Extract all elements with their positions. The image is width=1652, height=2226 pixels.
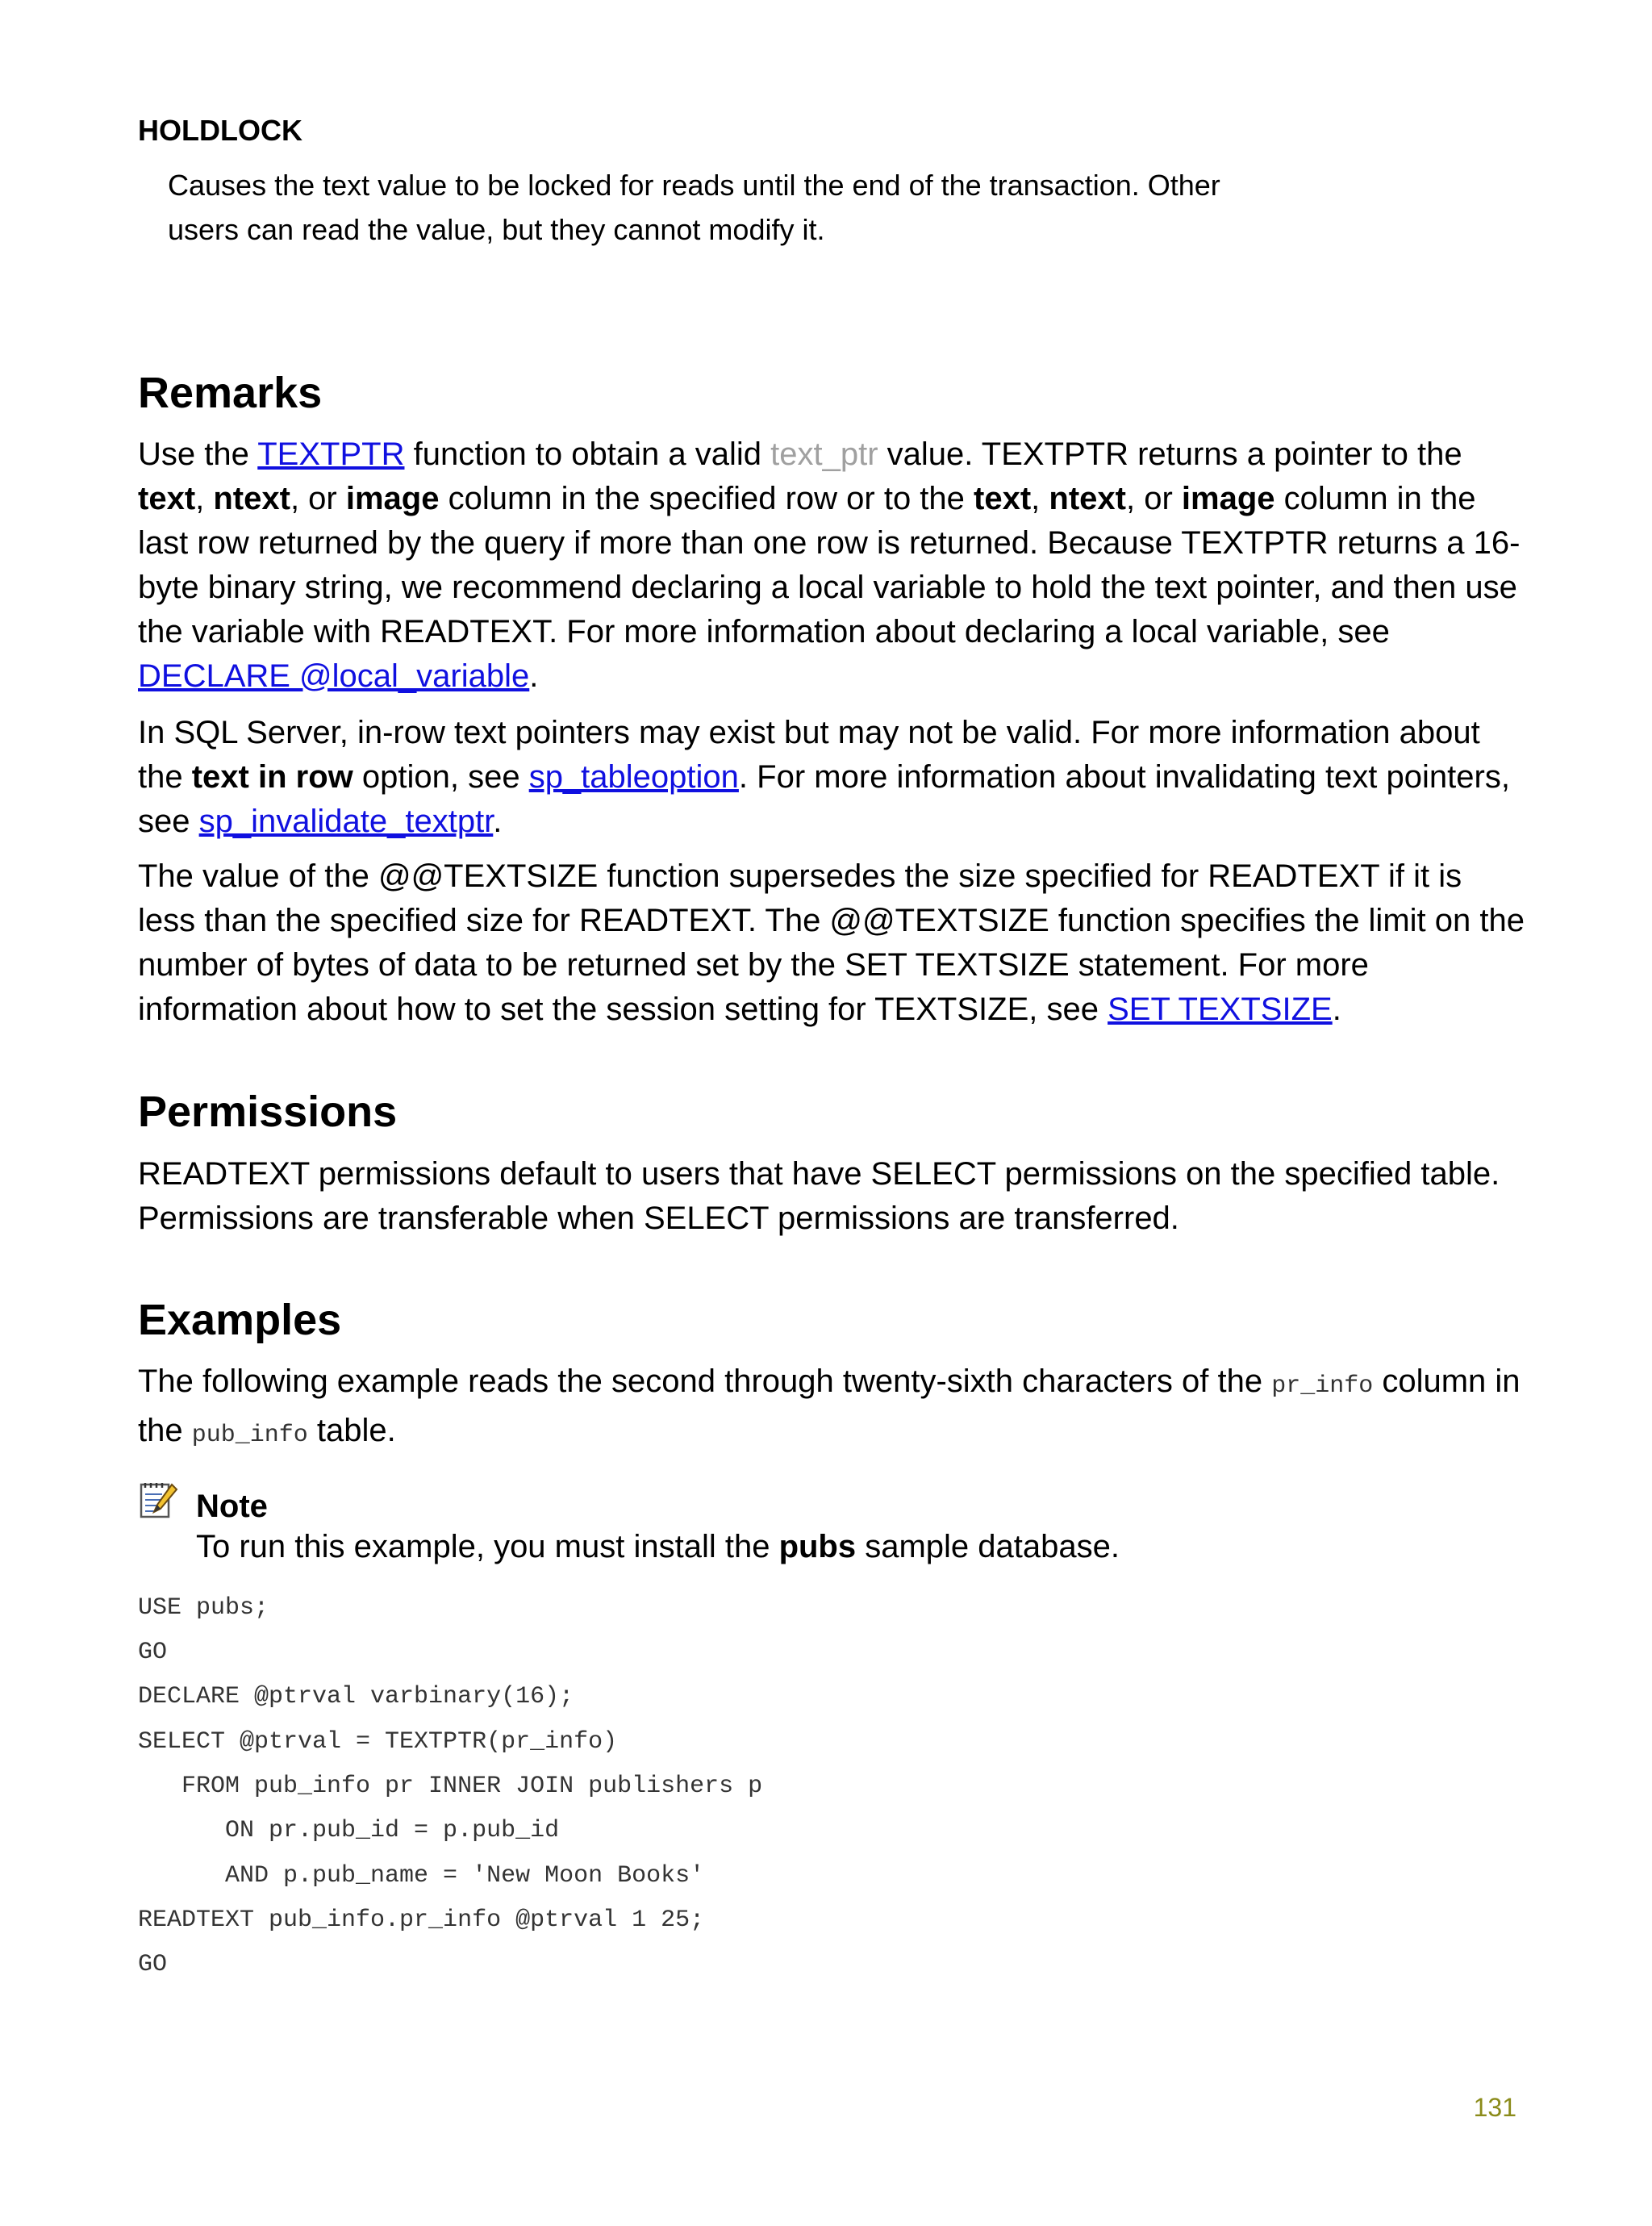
text-run: function to obtain a valid bbox=[404, 436, 771, 472]
text-run: . bbox=[529, 658, 539, 694]
code-line: ON pr.pub_id = p.pub_id bbox=[138, 1817, 560, 1844]
text-run: sample database. bbox=[856, 1529, 1120, 1564]
bold-term: ntext bbox=[213, 481, 290, 516]
holdlock-description-line: Causes the text value to be locked for reads until the end of the transaction. Other bbox=[168, 169, 1220, 202]
text-run: To run this example, you must install the bbox=[196, 1529, 779, 1564]
text-run: . For more information about invalidating text pointers, see bbox=[138, 759, 1510, 839]
remarks-paragraph-2 bbox=[138, 711, 1525, 844]
code-line: FROM pub_info pr INNER JOIN publishers p bbox=[138, 1773, 763, 1800]
holdlock-description-line: users can read the value, but they cannot modify it. bbox=[168, 213, 825, 246]
examples-heading: Examples bbox=[138, 1296, 342, 1344]
holdlock-description bbox=[168, 163, 1378, 252]
text-run: , bbox=[1031, 481, 1049, 516]
text-run: option, see bbox=[353, 759, 529, 795]
examples-paragraph bbox=[138, 1359, 1525, 1458]
permissions-paragraph: READTEXT permissions default to users that have SELECT permissions on the specified table. Permissions are transferable when SELECT permissions are transferred. bbox=[138, 1156, 1500, 1236]
set-textsize-link[interactable]: SET TEXTSIZE bbox=[1108, 992, 1333, 1027]
note-header bbox=[138, 1470, 268, 1529]
bold-term: text bbox=[974, 481, 1032, 516]
remarks-heading: Remarks bbox=[138, 369, 323, 417]
code-line: READTEXT pub_info.pr_info @ptrval 1 25; bbox=[138, 1907, 705, 1934]
text-run: column in the bbox=[138, 1364, 1521, 1448]
bold-term: text in row bbox=[191, 759, 353, 795]
note-pad-pencil-icon bbox=[138, 1480, 178, 1520]
text-run: , bbox=[195, 481, 214, 516]
code-line: DECLARE @ptrval varbinary(16); bbox=[138, 1683, 574, 1710]
remarks-paragraph-3 bbox=[138, 854, 1525, 1032]
bold-term: pubs bbox=[778, 1529, 857, 1564]
remarks-paragraph-1 bbox=[138, 432, 1525, 699]
text-run: , or bbox=[1125, 481, 1182, 516]
text-run: table. bbox=[307, 1413, 396, 1448]
text-ptr-term: text_ptr bbox=[770, 436, 878, 472]
bold-term: text bbox=[138, 481, 196, 516]
bold-term: image bbox=[345, 481, 440, 516]
text-run: column in the last row returned by the query if more than one row is returned. Because TEXTPTR returns a 16-byte binary string, we recommend declaring a local variable to hold the text pointer, and then use the variable with READTEXT. For more information about declaring a local variable, see bbox=[138, 481, 1521, 649]
text-run: , or bbox=[290, 481, 346, 516]
permissions-heading: Permissions bbox=[138, 1088, 398, 1136]
text-run: Use the bbox=[138, 436, 258, 472]
bold-term: image bbox=[1181, 481, 1275, 516]
code-line: GO bbox=[138, 1639, 168, 1666]
text-run: value. TEXTPTR returns a pointer to the bbox=[878, 436, 1462, 472]
text-run: In SQL Server, in-row text pointers may exist but may not be valid. For more information about the bbox=[138, 715, 1480, 795]
note-title: Note bbox=[196, 1489, 268, 1524]
bold-term: ntext bbox=[1049, 481, 1126, 516]
code-line: USE pubs; bbox=[138, 1594, 269, 1622]
inline-code: pub_info bbox=[191, 1422, 308, 1449]
sp-invalidate-textptr-link[interactable]: sp_invalidate_textptr bbox=[198, 804, 494, 839]
textptr-link[interactable]: TEXTPTR bbox=[257, 436, 405, 472]
text-run: The following example reads the second through twenty-sixth characters of the bbox=[138, 1364, 1272, 1399]
text-run: . bbox=[1332, 992, 1341, 1027]
code-line: AND p.pub_name = 'New Moon Books' bbox=[138, 1862, 705, 1890]
text-run: column in the specified row or to the bbox=[439, 481, 974, 516]
sp-tableoption-link[interactable]: sp_tableoption bbox=[528, 759, 739, 795]
inline-code: pr_info bbox=[1271, 1372, 1374, 1400]
code-line: SELECT @ptrval = TEXTPTR(pr_info) bbox=[138, 1728, 618, 1756]
text-run: . bbox=[493, 804, 503, 839]
declare-local-variable-link[interactable]: DECLARE @local_variable bbox=[138, 658, 530, 694]
code-line: GO bbox=[138, 1951, 168, 1978]
page-number: 131 bbox=[1473, 2093, 1516, 2122]
text-run: The value of the @@TEXTSIZE function supersedes the size specified for READTEXT if it is less than the specified size for READTEXT. The @@TEXTSIZE function specifies the limit on the number of bytes of data to be returned set by the SET TEXTSIZE statement. For more information about how to set the session setting for TEXTSIZE, see bbox=[138, 858, 1525, 1027]
holdlock-term: HOLDLOCK bbox=[138, 114, 302, 147]
note-text bbox=[196, 1525, 1487, 1569]
